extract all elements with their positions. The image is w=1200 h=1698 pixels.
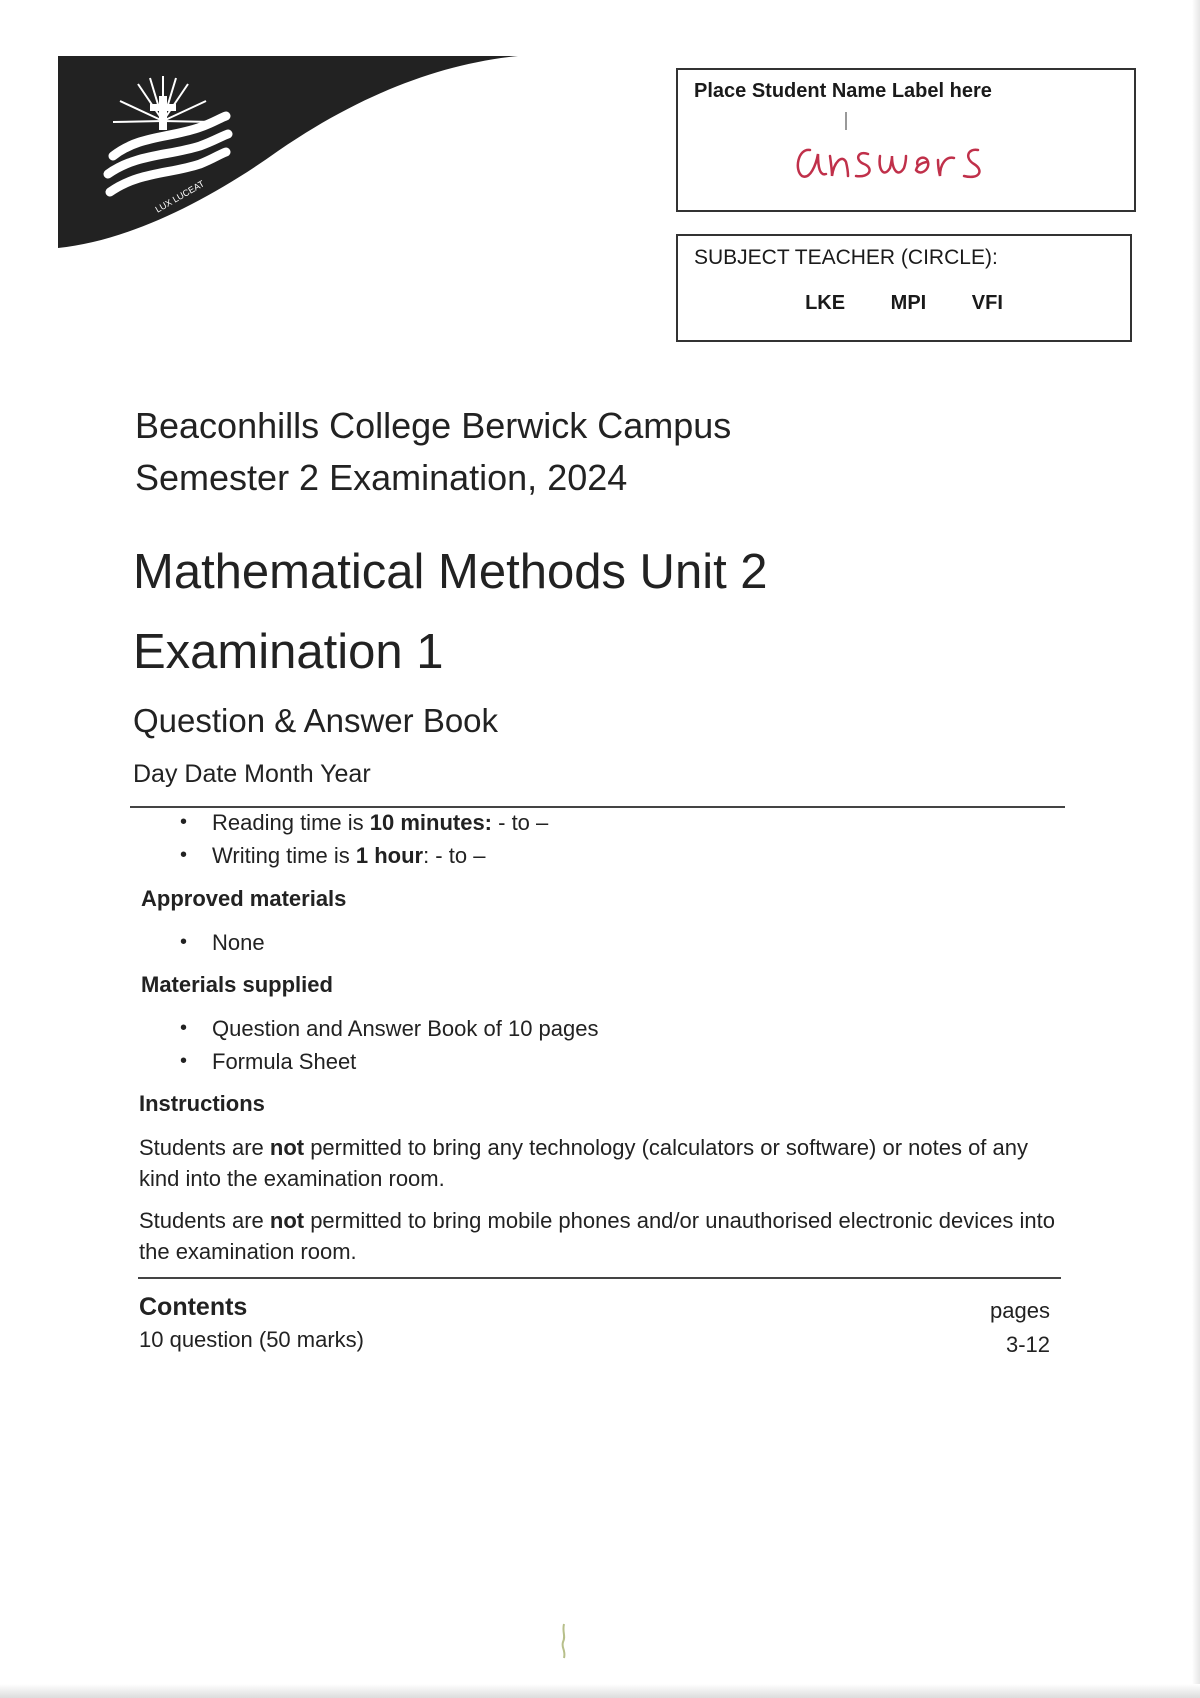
- college-crest-icon: [58, 56, 518, 261]
- school-name: Beaconhills College Berwick Campus: [135, 405, 732, 446]
- instructions-heading: Instructions: [139, 1091, 265, 1116]
- divider: [138, 1277, 1061, 1279]
- teacher-code-vfi[interactable]: VFI: [971, 292, 1003, 314]
- instruction-technology: Students are not permitted to bring any technology (calculators or software) or notes of any kind into the examination room.: [139, 1135, 1028, 1191]
- subject-title: Mathematical Methods Unit 2: [133, 545, 768, 599]
- contents-heading: Contents: [139, 1293, 248, 1321]
- teacher-box-caption: SUBJECT TEACHER (CIRCLE):: [694, 246, 998, 269]
- teacher-code-lke[interactable]: LKE: [805, 292, 846, 314]
- scan-edge: [0, 1684, 1200, 1698]
- instruction-phones: Students are not permitted to bring mobile phones and/or unauthorised electronic devices into the examination room.: [139, 1208, 1055, 1264]
- teacher-code-mpi[interactable]: MPI: [890, 292, 927, 314]
- teacher-codes: [678, 292, 1130, 315]
- materials-supplied-heading: Materials supplied: [141, 972, 333, 997]
- exam-title: Examination 1: [133, 625, 444, 679]
- time-list: [180, 806, 548, 872]
- school-header: [135, 400, 731, 504]
- approved-materials-list: [180, 926, 265, 959]
- reading-time: • Reading time is 10 minutes: - to –: [180, 806, 548, 839]
- pages-heading: pages: [990, 1298, 1050, 1323]
- handwritten-answers-signature: [788, 110, 1008, 200]
- name-label-caption: Place Student Name Label here: [694, 80, 992, 102]
- exam-date: Day Date Month Year: [133, 760, 371, 788]
- list-item: • None: [180, 926, 265, 959]
- materials-supplied-list: [180, 1012, 598, 1078]
- contents-summary: 10 question (50 marks): [139, 1327, 364, 1352]
- pages-range: 3-12: [1005, 1332, 1050, 1357]
- writing-time: • Writing time is 1 hour: - to –: [180, 839, 548, 872]
- approved-materials-heading: Approved materials: [141, 886, 347, 911]
- scan-edge: [1192, 0, 1200, 1698]
- list-item: • Question and Answer Book of 10 pages: [180, 1012, 598, 1045]
- exam-session: Semester 2 Examination, 2024: [135, 457, 628, 498]
- logo-motto: LUX LUCEAT: [153, 178, 207, 215]
- book-type: Question & Answer Book: [133, 702, 499, 739]
- subject-teacher-box: [676, 234, 1132, 342]
- stray-ink-mark: [556, 1622, 572, 1662]
- student-name-label-box: [676, 68, 1136, 212]
- list-item: • Formula Sheet: [180, 1045, 598, 1078]
